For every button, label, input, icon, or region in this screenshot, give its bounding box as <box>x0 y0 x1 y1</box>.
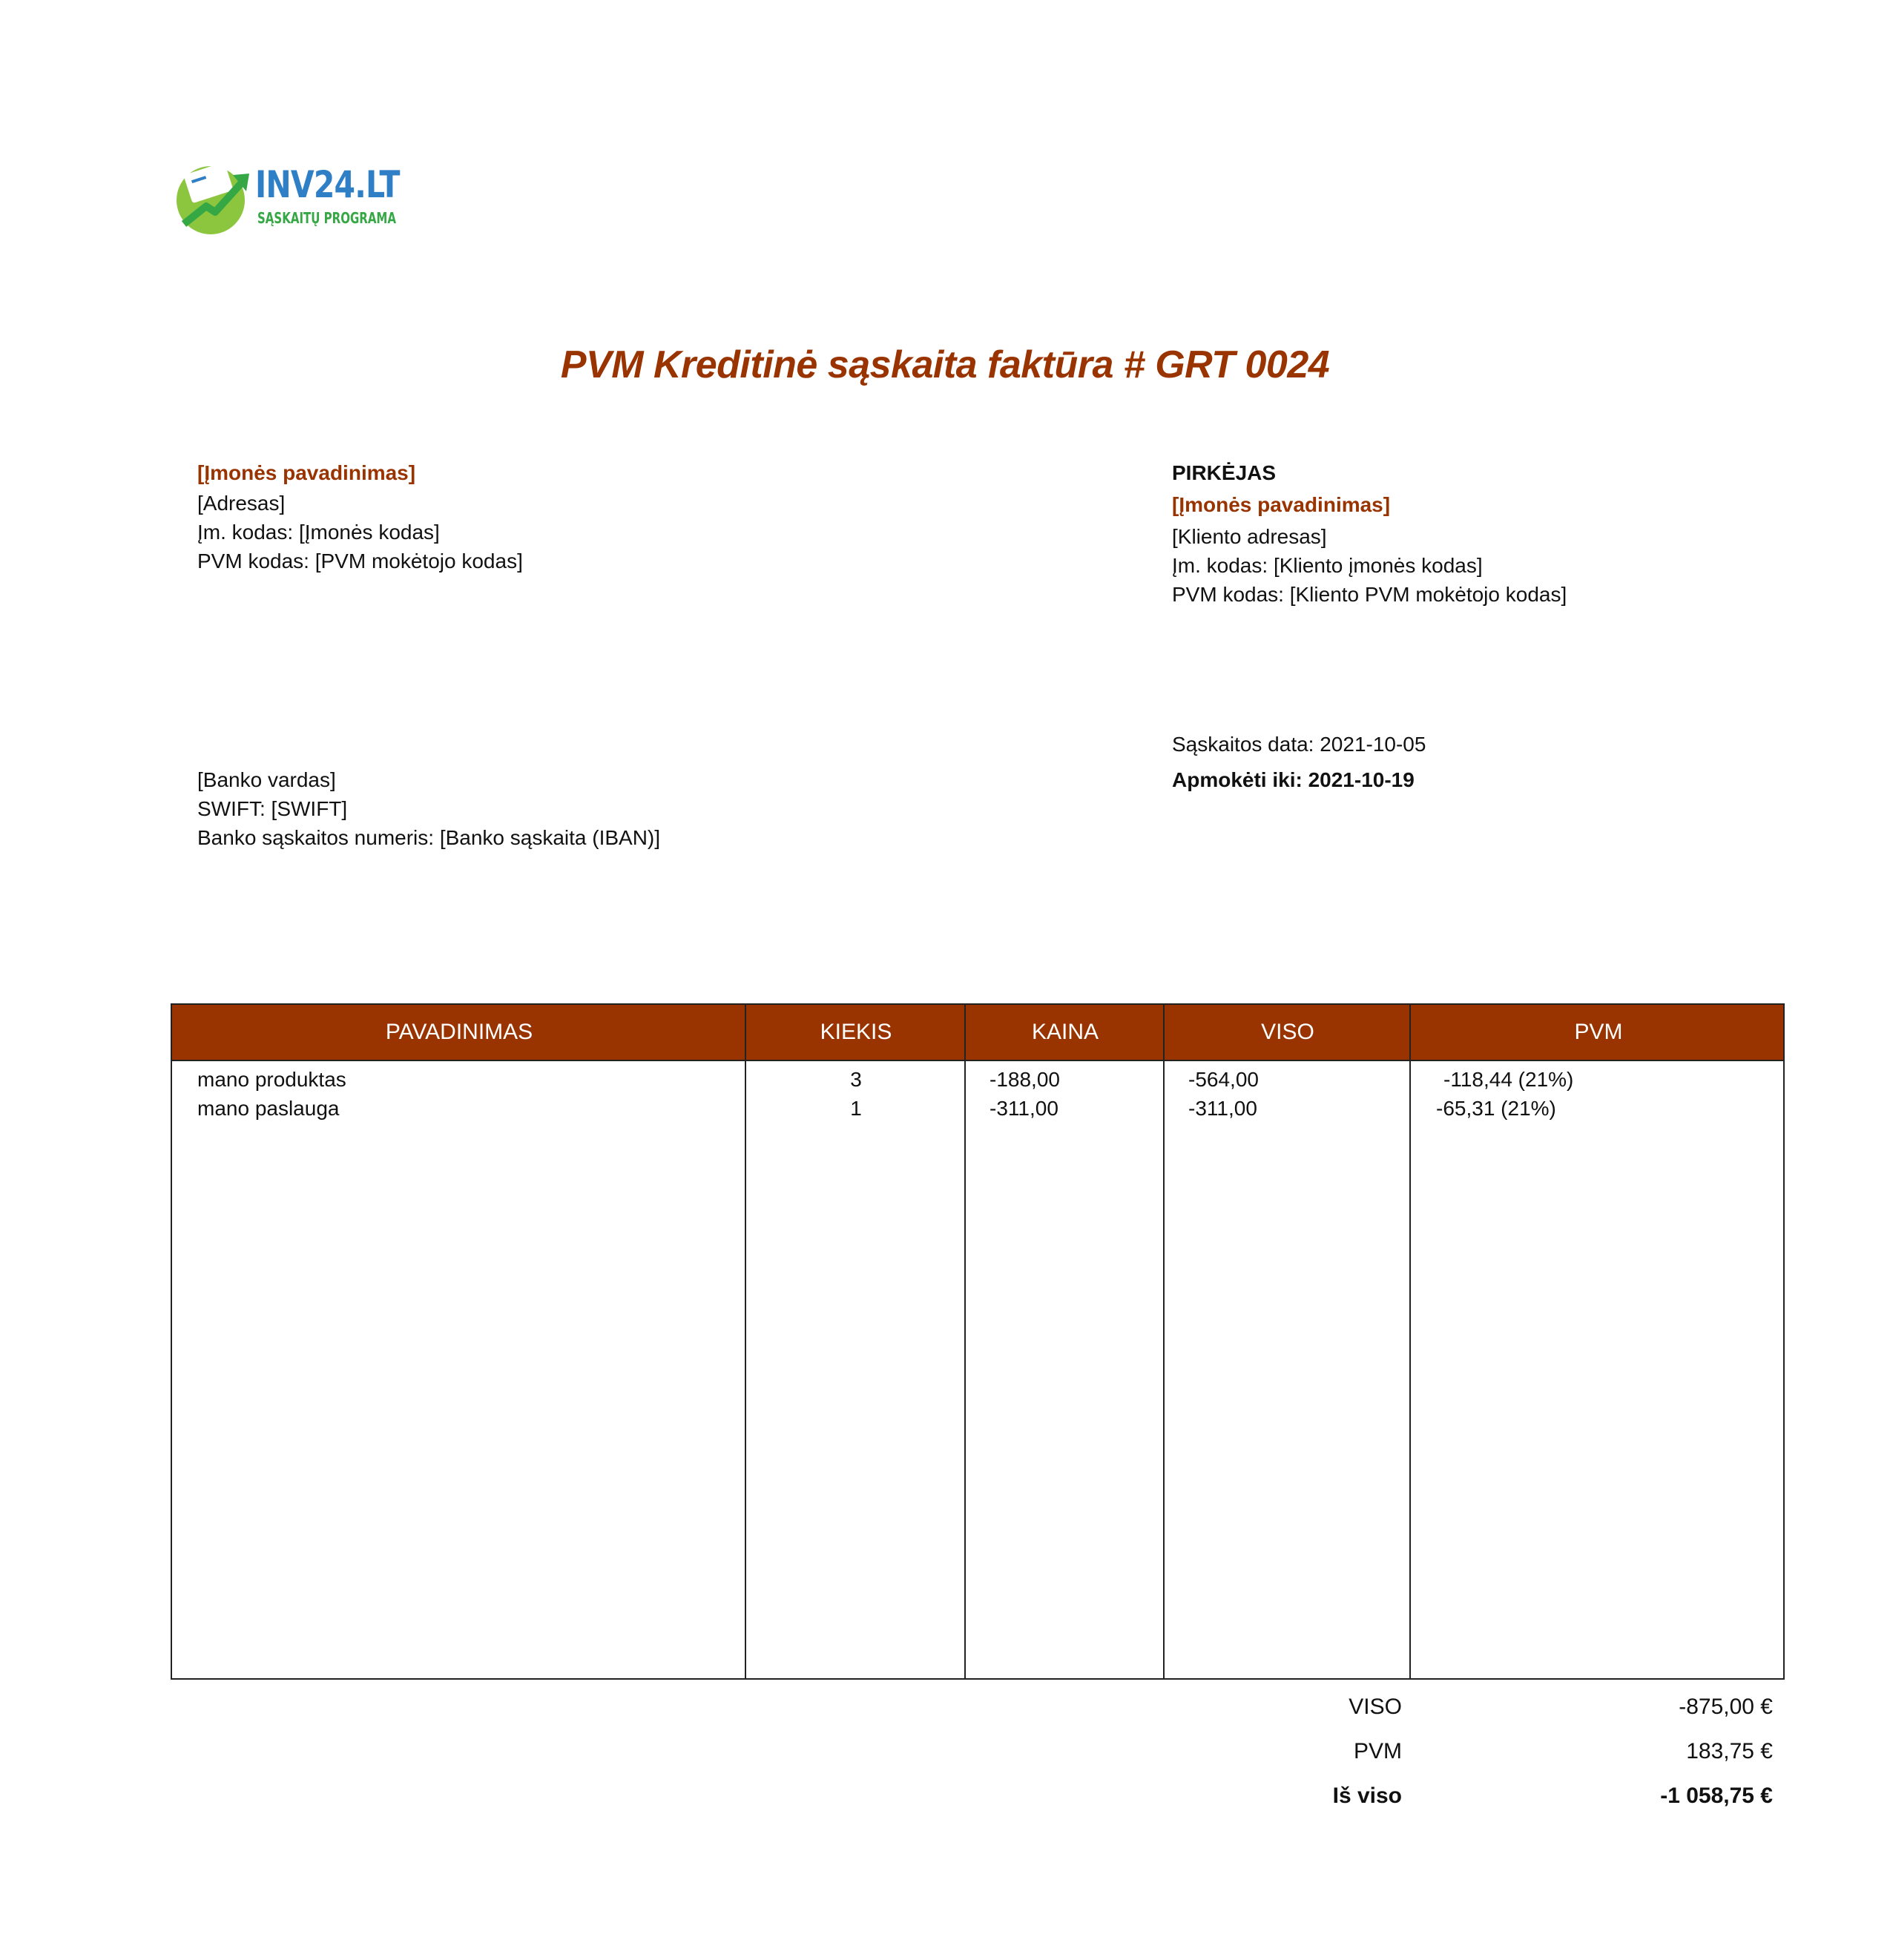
row-1-name: mano produktas <box>197 1068 346 1091</box>
invoice-title: PVM Kreditinė sąskaita faktūra # GRT 0024 <box>560 343 1330 386</box>
row-1-total: -564,00 <box>1188 1068 1259 1091</box>
column-divider <box>1409 1005 1411 1678</box>
invoice-date: Sąskaitos data: 2021-10-05 <box>1172 733 1426 756</box>
items-table <box>171 1003 1785 1680</box>
seller-block <box>197 458 523 575</box>
buyer-address: [Kliento adresas] <box>1172 525 1327 548</box>
header-vat: PVM <box>1574 1020 1623 1044</box>
bank-name: [Banko vardas] <box>197 768 336 791</box>
buyer-block <box>1172 458 1567 609</box>
row-1-qty: 3 <box>850 1068 862 1091</box>
column-divider <box>1163 1005 1165 1678</box>
buyer-company-code: Įm. kodas: [Kliento įmonės kodas] <box>1172 554 1483 577</box>
vat-total-value: 183,75 € <box>1686 1739 1773 1763</box>
buyer-name: [Įmonės pavadinimas] <box>1172 493 1391 516</box>
company-logo <box>172 157 400 239</box>
row-2-name: mano paslauga <box>197 1097 340 1120</box>
due-date: Apmokėti iki: 2021-10-19 <box>1172 768 1415 791</box>
logo-icon <box>172 157 254 239</box>
header-name: PAVADINIMAS <box>385 1020 533 1044</box>
dates-block <box>1172 730 1426 794</box>
row-1-vat: -118,44 (21%) <box>1443 1068 1574 1091</box>
bank-account: Banko sąskaitos numeris: [Banko sąskaita (IBAN)] <box>197 826 661 849</box>
buyer-vat-code: PVM kodas: [Kliento PVM mokėtojo kodas] <box>1172 583 1567 606</box>
header-total: VISO <box>1261 1020 1314 1044</box>
logo-wordmark: INV24.LT <box>255 163 400 206</box>
bank-block <box>197 765 660 852</box>
header-qty: KIEKIS <box>820 1020 892 1044</box>
bank-swift: SWIFT: [SWIFT] <box>197 797 348 820</box>
row-2-total: -311,00 <box>1188 1097 1257 1120</box>
seller-address: [Adresas] <box>197 492 286 515</box>
seller-company-code: Įm. kodas: [Įmonės kodas] <box>197 521 440 544</box>
row-1-price: -188,00 <box>990 1068 1060 1091</box>
header-price: KAINA <box>1031 1020 1099 1044</box>
seller-vat-code: PVM kodas: [PVM mokėtojo kodas] <box>197 550 523 573</box>
grand-total-value: -1 058,75 € <box>1660 1784 1773 1808</box>
row-2-vat: -65,31 (21%) <box>1436 1097 1556 1120</box>
table-header <box>172 1005 1783 1061</box>
row-2-qty: 1 <box>850 1097 862 1120</box>
row-2-price: -311,00 <box>990 1097 1058 1120</box>
seller-name: [Įmonės pavadinimas] <box>197 461 416 484</box>
subtotal-value: -875,00 € <box>1679 1695 1773 1719</box>
logo-tagline: SĄSKAITŲ PROGRAMA <box>257 209 396 227</box>
subtotal-label: VISO <box>1349 1695 1402 1719</box>
buyer-heading: PIRKĖJAS <box>1172 461 1277 484</box>
vat-total-label: PVM <box>1353 1739 1402 1763</box>
grand-total-label: Iš viso <box>1332 1784 1402 1808</box>
